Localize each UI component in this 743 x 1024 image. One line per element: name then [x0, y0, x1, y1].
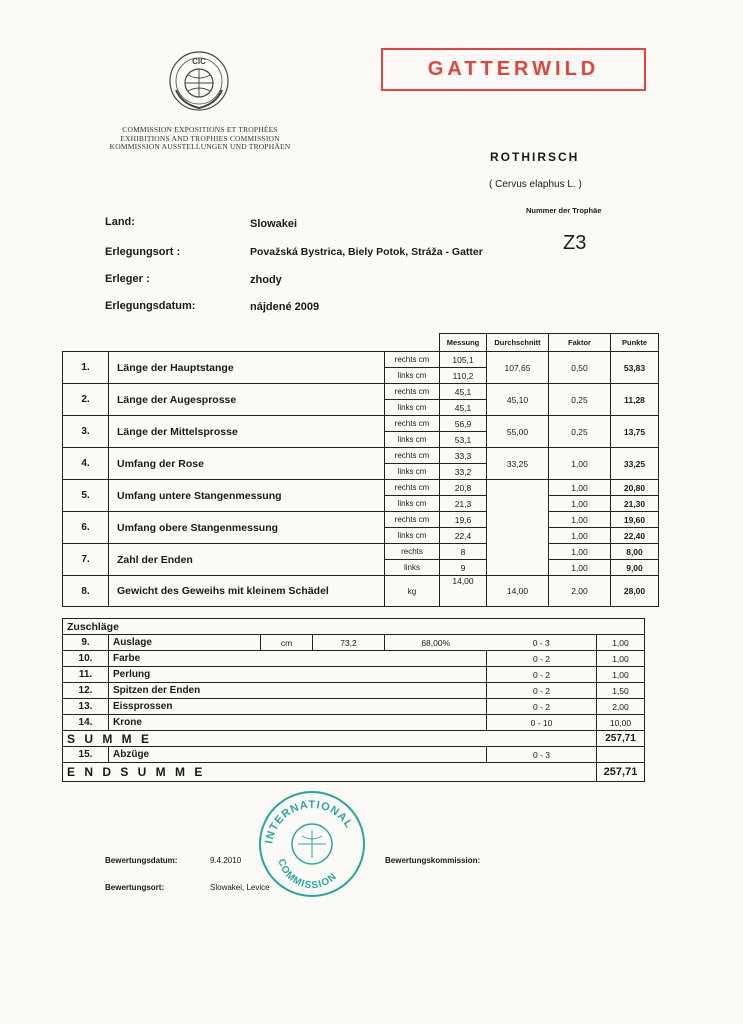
- eval-place-value: Slowakei, Levice: [210, 883, 270, 892]
- side-label: links: [385, 560, 440, 576]
- side-label: rechts cm: [385, 352, 440, 368]
- factor: 2,00: [549, 576, 611, 607]
- category-label: GATTERWILD: [427, 58, 600, 80]
- commission-line-fr: COMMISSION EXPOSITIONS ET TROPHÉES: [122, 125, 278, 134]
- criterion-name: Abzüge: [109, 747, 487, 763]
- range: 0 - 3: [487, 635, 597, 651]
- cic-logo: [168, 50, 230, 112]
- unit-label: kg: [385, 576, 440, 607]
- criterion-name: Zahl der Enden: [109, 544, 385, 576]
- range: 0 - 3: [487, 747, 597, 763]
- row-number: 13.: [63, 699, 109, 715]
- criterion-name: Spitzen der Enden: [109, 683, 487, 699]
- land-value: Slowakei: [250, 218, 298, 230]
- points: 1,50: [597, 683, 645, 699]
- row-number: 1.: [63, 352, 109, 384]
- row-number: 3.: [63, 416, 109, 448]
- points: 10,00: [597, 715, 645, 731]
- trophy-number: Z3: [563, 232, 587, 254]
- summe-value: 257,71: [597, 731, 645, 747]
- side-label: links cm: [385, 432, 440, 448]
- measurement: 45,1: [440, 400, 487, 416]
- average-empty: [487, 480, 549, 576]
- measurement: 33,2: [440, 464, 487, 480]
- points: 28,00: [611, 576, 659, 607]
- side-label: rechts cm: [385, 512, 440, 528]
- factor: 1,00: [549, 528, 611, 544]
- measurement: 45,1: [440, 384, 487, 400]
- hunter-label: Erleger :: [105, 273, 150, 285]
- criterion-name: Perlung: [109, 667, 487, 683]
- criterion-name: Länge der Hauptstange: [109, 352, 385, 384]
- svg-text:COMMISSION: COMMISSION: [275, 857, 340, 892]
- svg-text:CIC: CIC: [192, 57, 206, 66]
- scoring-table: [62, 333, 659, 607]
- land-label: Land:: [105, 216, 135, 228]
- eval-commission-label: Bewertungskommission:: [385, 856, 481, 865]
- side-label: links cm: [385, 464, 440, 480]
- average: 33,25: [487, 448, 549, 480]
- row-number: 15.: [63, 747, 109, 763]
- measurement: 20,8: [440, 480, 487, 496]
- factor: 0,25: [549, 384, 611, 416]
- header-faktor: Faktor: [549, 334, 611, 352]
- points: 53,83: [611, 352, 659, 384]
- row-number: 11.: [63, 667, 109, 683]
- bonus-table: [62, 618, 645, 782]
- factor: 0,25: [549, 416, 611, 448]
- points: 13,75: [611, 416, 659, 448]
- criterion-name: Eissprossen: [109, 699, 487, 715]
- points: 11,28: [611, 384, 659, 416]
- measurement: 19,6: [440, 512, 487, 528]
- measurement: 9: [440, 560, 487, 576]
- measurement: 105,1: [440, 352, 487, 368]
- row-number: 14.: [63, 715, 109, 731]
- commission-line-en: EXHIBITIONS AND TROPHIES COMMISSION: [120, 133, 280, 143]
- hunter-value: zhody: [250, 274, 282, 286]
- species-name: ROTHIRSCH: [490, 150, 580, 164]
- criterion-name: Umfang untere Stangenmessung: [109, 480, 385, 512]
- row-number: 9.: [63, 635, 109, 651]
- points: 21,30: [611, 496, 659, 512]
- side-label: rechts cm: [385, 480, 440, 496]
- factor: 0,50: [549, 352, 611, 384]
- range: 0 - 2: [487, 683, 597, 699]
- place-label: Erlegungsort :: [105, 246, 181, 258]
- row-number: 10.: [63, 651, 109, 667]
- criterion-name: Umfang obere Stangenmessung: [109, 512, 385, 544]
- side-label: links cm: [385, 496, 440, 512]
- average: 14,00: [487, 576, 549, 607]
- measurement: 8: [440, 544, 487, 560]
- average: 45,10: [487, 384, 549, 416]
- date-label: Erlegungsdatum:: [105, 300, 196, 312]
- range: 0 - 10: [487, 715, 597, 731]
- side-label: links cm: [385, 528, 440, 544]
- date-value: nájdené 2009: [250, 301, 320, 313]
- row-number: 4.: [63, 448, 109, 480]
- points: 22,40: [611, 528, 659, 544]
- average: 107,65: [487, 352, 549, 384]
- measurement: 56,9: [440, 416, 487, 432]
- range: 0 - 2: [487, 667, 597, 683]
- row-number: 7.: [63, 544, 109, 576]
- points: 1,00: [597, 635, 645, 651]
- criterion-name: Farbe: [109, 651, 487, 667]
- points: [597, 747, 645, 763]
- measurement: 22,4: [440, 528, 487, 544]
- criterion-name: Länge der Augesprosse: [109, 384, 385, 416]
- measurement: 110,2: [440, 368, 487, 384]
- svg-text:INTERNATIONAL: INTERNATIONAL: [263, 798, 356, 845]
- endsumme-label: E N D S U M M E: [63, 763, 597, 782]
- criterion-name: Umfang der Rose: [109, 448, 385, 480]
- measurement: 14,00: [440, 576, 487, 607]
- factor: 1,00: [549, 544, 611, 560]
- points: 33,25: [611, 448, 659, 480]
- row-number: 5.: [63, 480, 109, 512]
- side-label: rechts: [385, 544, 440, 560]
- criterion-name: Länge der Mittelsprosse: [109, 416, 385, 448]
- endsumme-value: 257,71: [597, 763, 645, 782]
- row-number: 8.: [63, 576, 109, 607]
- factor: 1,00: [549, 560, 611, 576]
- commission-stamp: [258, 790, 366, 898]
- criterion-name: Auslage: [109, 635, 261, 651]
- row-number: 12.: [63, 683, 109, 699]
- points: 9,00: [611, 560, 659, 576]
- eval-date-value: 9.4.2010: [210, 856, 242, 865]
- factor: 1,00: [549, 512, 611, 528]
- row-number: 6.: [63, 512, 109, 544]
- measurement: 53,1: [440, 432, 487, 448]
- species-latin: ( Cervus elaphus L. ): [489, 179, 582, 190]
- measurement: 33,3: [440, 448, 487, 464]
- eval-date-label: Bewertungsdatum:: [105, 856, 178, 865]
- trophy-number-label: Nummer der Trophäe: [526, 206, 602, 215]
- points: 8,00: [611, 544, 659, 560]
- unit-label: cm: [261, 635, 313, 651]
- header-messung: Messung: [440, 334, 487, 352]
- side-label: links cm: [385, 400, 440, 416]
- header-durchschnitt: Durchschnitt: [487, 334, 549, 352]
- side-label: rechts cm: [385, 416, 440, 432]
- side-label: links cm: [385, 368, 440, 384]
- criterion-name: Krone: [109, 715, 487, 731]
- side-label: rechts cm: [385, 448, 440, 464]
- header-punkte: Punkte: [611, 334, 659, 352]
- row-number: 2.: [63, 384, 109, 416]
- category-box: [381, 48, 646, 91]
- points: 1,00: [597, 651, 645, 667]
- criterion-name: Gewicht des Geweihs mit kleinem Schädel: [109, 576, 385, 607]
- side-label: rechts cm: [385, 384, 440, 400]
- commission-title: [80, 126, 320, 152]
- commission-line-de: KOMMISSION AUSSTELLUNGEN UND TROPHÄEN: [109, 142, 291, 151]
- range: 0 - 2: [487, 699, 597, 715]
- points: 2,00: [597, 699, 645, 715]
- eval-place-label: Bewertungsort:: [105, 883, 165, 892]
- spread-value: 73,2: [313, 635, 385, 651]
- factor: 1,00: [549, 480, 611, 496]
- factor: 1,00: [549, 496, 611, 512]
- factor: 1,00: [549, 448, 611, 480]
- average: 55,00: [487, 416, 549, 448]
- measurement: 21,3: [440, 496, 487, 512]
- spread-percent: 68,00%: [385, 635, 487, 651]
- range: 0 - 2: [487, 651, 597, 667]
- place-value: Považská Bystrica, Biely Potok, Stráža - Gatter: [250, 246, 483, 258]
- points: 1,00: [597, 667, 645, 683]
- bonus-title: Zuschläge: [63, 619, 645, 635]
- summe-label: S U M M E: [63, 731, 597, 747]
- points: 20,80: [611, 480, 659, 496]
- points: 19,60: [611, 512, 659, 528]
